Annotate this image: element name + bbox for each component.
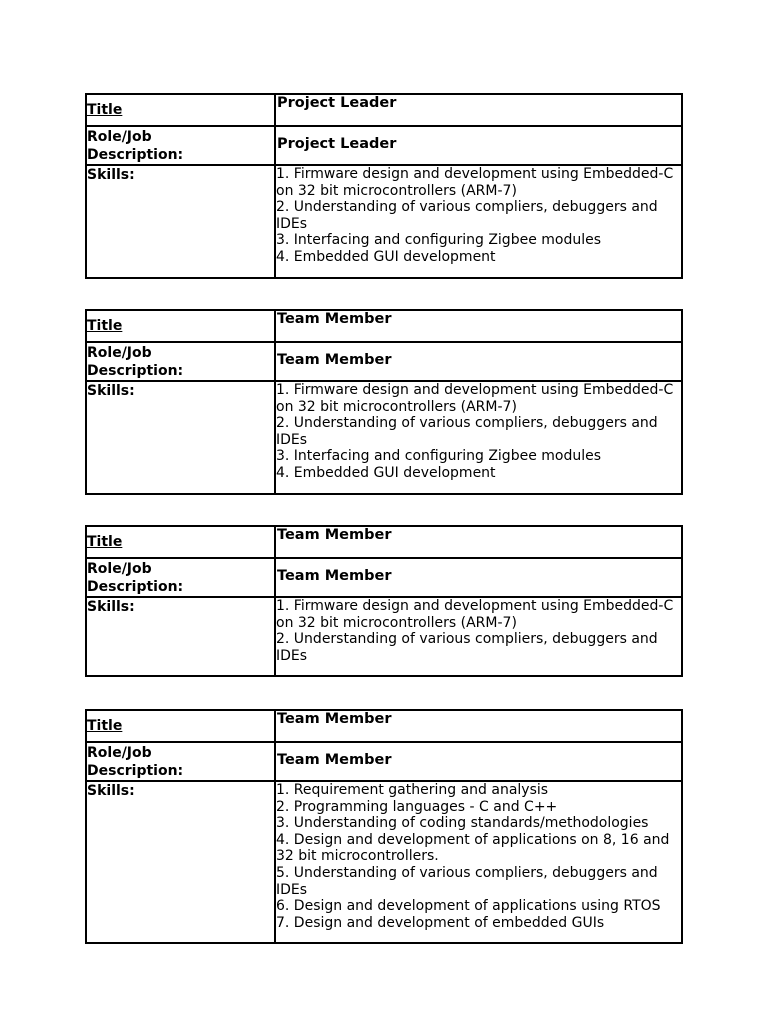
skill-item: 6. Design and development of applications using RTOS — [276, 898, 661, 915]
skill-item: 2. Programming languages - C and C++ — [276, 798, 558, 815]
title-value-cell — [275, 526, 682, 558]
role-table — [85, 93, 683, 279]
role-table — [85, 525, 683, 677]
role-row — [86, 342, 682, 381]
title-value: Team Member — [277, 527, 392, 543]
skill-item: 4. Embedded GUI development — [276, 248, 496, 265]
skills-list — [276, 166, 681, 266]
skills-row — [86, 781, 682, 943]
role-value: Team Member — [277, 752, 392, 768]
title-value: Project Leader — [277, 95, 397, 111]
title-value-cell — [275, 310, 682, 342]
skill-item: 7. Design and development of embedded GUIs — [276, 914, 605, 931]
title-label-cell — [86, 526, 275, 558]
role-table — [85, 309, 683, 495]
skills-row — [86, 165, 682, 278]
skills-label-cell — [86, 381, 275, 494]
skill-item: 3. Understanding of coding standards/methodologies — [276, 815, 649, 832]
role-label: Role/Job Description: — [87, 345, 184, 379]
skill-item: 2. Understanding of various compliers, debuggers and IDEs — [276, 631, 658, 664]
skills-value-cell — [275, 381, 682, 494]
skills-label-cell — [86, 597, 275, 676]
skill-item: 3. Interfacing and configuring Zigbee modules — [276, 232, 602, 249]
title-label-cell — [86, 710, 275, 742]
title-label: Title — [87, 718, 123, 734]
title-value-cell — [275, 710, 682, 742]
skills-label-cell — [86, 781, 275, 943]
role-row — [86, 742, 682, 781]
role-value: Project Leader — [277, 136, 397, 152]
role-value: Team Member — [277, 352, 392, 368]
title-label: Title — [87, 318, 123, 334]
title-row — [86, 94, 682, 126]
role-table — [85, 709, 683, 944]
role-label-cell — [86, 558, 275, 597]
title-row — [86, 310, 682, 342]
role-value: Team Member — [277, 568, 392, 584]
role-label: Role/Job Description: — [87, 129, 184, 163]
skills-label-cell — [86, 165, 275, 278]
role-label-cell — [86, 126, 275, 165]
skill-item: 1. Requirement gathering and analysis — [276, 782, 549, 798]
skill-item: 3. Interfacing and configuring Zigbee modules — [276, 448, 602, 465]
skills-list — [276, 382, 681, 482]
role-row — [86, 126, 682, 165]
role-label-cell — [86, 742, 275, 781]
skills-row — [86, 597, 682, 676]
title-label-cell — [86, 94, 275, 126]
role-row — [86, 558, 682, 597]
role-label: Role/Job Description: — [87, 745, 184, 779]
role-value-cell — [275, 742, 682, 781]
title-value: Team Member — [277, 311, 392, 327]
role-value-cell — [275, 342, 682, 381]
skill-item: 1. Firmware design and development using Embedded-C on 32 bit microcontrollers (ARM-7) — [276, 598, 674, 631]
title-row — [86, 526, 682, 558]
skill-item: 4. Embedded GUI development — [276, 464, 496, 481]
skills-list — [276, 598, 681, 664]
skills-label: Skills: — [87, 783, 135, 799]
skill-item: 5. Understanding of various compliers, debuggers and IDEs — [276, 864, 658, 898]
skills-value-cell — [275, 597, 682, 676]
skill-item: 1. Firmware design and development using Embedded-C on 32 bit microcontrollers (ARM-7) — [276, 166, 674, 199]
title-label: Title — [87, 534, 123, 550]
title-row — [86, 710, 682, 742]
title-label-cell — [86, 310, 275, 342]
role-value-cell — [275, 558, 682, 597]
role-label-cell — [86, 342, 275, 381]
skill-item: 2. Understanding of various compliers, debuggers and IDEs — [276, 415, 658, 448]
skills-label: Skills: — [87, 599, 135, 615]
skills-value-cell — [275, 781, 682, 943]
skill-item: 4. Design and development of applications on 8, 16 and 32 bit microcontrollers. — [276, 831, 670, 865]
role-value-cell — [275, 126, 682, 165]
skills-row — [86, 381, 682, 494]
skills-label: Skills: — [87, 167, 135, 183]
role-label: Role/Job Description: — [87, 561, 184, 595]
title-value-cell — [275, 94, 682, 126]
skills-list — [276, 782, 681, 931]
skill-item: 1. Firmware design and development using Embedded-C on 32 bit microcontrollers (ARM-7) — [276, 382, 674, 415]
skills-value-cell — [275, 165, 682, 278]
skills-label: Skills: — [87, 383, 135, 399]
title-value: Team Member — [277, 711, 392, 727]
skill-item: 2. Understanding of various compliers, debuggers and IDEs — [276, 199, 658, 232]
title-label: Title — [87, 102, 123, 118]
